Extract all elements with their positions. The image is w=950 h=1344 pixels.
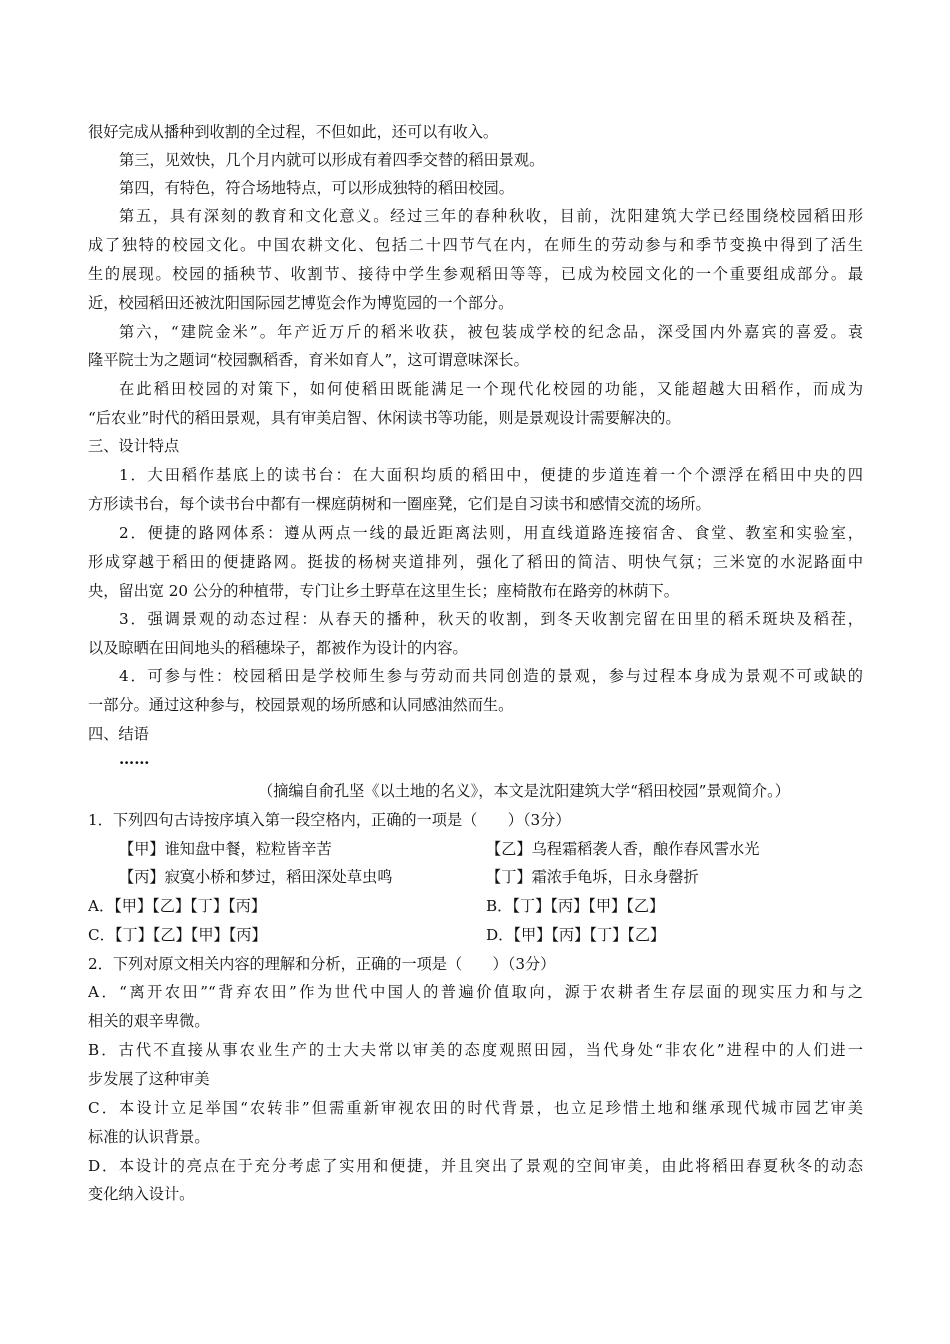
- option-a[interactable]: A．【甲】【乙】【丁】【丙】: [88, 897, 267, 915]
- paragraph-line: 生的展现。校园的插秧节、收割节、接待中学生参观稻田等等，已成为校园文化的一个重要组成部分。最: [88, 265, 863, 283]
- paragraph-line: “后农业”时代的稻田景观，具有审美启智、休闲读书等功能，则是景观设计需要解决的。: [88, 409, 681, 427]
- source-citation: （摘编自俞孔坚《以土地的名义》，本文是沈阳建筑大学“稻田校园”景观简介。）: [258, 782, 790, 800]
- option-c-line[interactable]: C．本设计立足举国“农转非”但需重新审视农田的时代背景，也立足珍惜土地和继承现代城市园艺审美: [88, 1099, 863, 1117]
- option-b-line[interactable]: B．古代不直接从事农业生产的士大夫常以审美的态度观照田园，当代身处“非农化”进程中的人们进一: [88, 1041, 863, 1059]
- option-b-line[interactable]: 步发展了这种审美: [88, 1070, 210, 1088]
- paragraph-line: 3．强调景观的动态过程：从春天的播种，秋天的收割，到冬天收割完留在田里的稻禾斑块及稻茬，: [119, 610, 863, 628]
- option-d-line[interactable]: D．本设计的亮点在于充分考虑了实用和便捷，并且突出了景观的空间审美，由此将稻田春夏秋冬的动态: [88, 1157, 863, 1175]
- poem-yi: 【乙】乌程霜稻袭人香，酿作春风霅水光: [486, 840, 760, 858]
- paragraph-line: 一部分。通过这种参与，校园景观的场所感和认同感油然而生。: [88, 696, 514, 714]
- poem-bing: 【丙】寂寞小桥和梦过，稻田深处草虫鸣: [119, 868, 393, 886]
- paragraph-line: 央，留出宽 20 公分的种植带，专门让乡土野草在这里生长；座椅散布在路旁的林荫下。: [88, 582, 679, 600]
- paragraph-line: 4．可参与性：校园稻田是学校师生参与劳动而共同创造的景观，参与过程本身成为景观不可或缺的: [119, 667, 863, 685]
- paragraph-line: 隆平院士为之题词“校园飘稻香，育米如育人”，这可谓意味深长。: [88, 351, 529, 369]
- paragraph-line: 第三，见效快，几个月内就可以形成有着四季交替的稻田景观。: [119, 151, 545, 169]
- paragraph-line: 很好完成从播种到收割的全过程，不但如此，还可以有收入。: [88, 123, 499, 141]
- option-d-line[interactable]: 变化纳入设计。: [88, 1185, 195, 1203]
- option-c-line[interactable]: 标准的认识背景。: [88, 1128, 210, 1146]
- paragraph-line: 第四，有特色，符合场地特点，可以形成独特的稻田校园。: [119, 179, 514, 197]
- paragraph-line: 近，校园稻田还被沈阳国际园艺博览会作为博览园的一个部分。: [88, 294, 514, 312]
- paragraph-line: 2．便捷的路网体系：遵从两点一线的最近距离法则，用直线道路连接宿舍、食堂、教室和实验室，: [119, 524, 863, 542]
- ellipsis: ……: [119, 750, 150, 768]
- option-c[interactable]: C．【丁】【乙】【甲】【丙】: [88, 926, 267, 944]
- poem-ding: 【丁】霜浓手龟坼，日永身罄折: [486, 868, 699, 886]
- paragraph-line: 在此稻田校园的对策下，如何使稻田既能满足一个现代化校园的功能，又能超越大田稻作，而成为: [119, 380, 863, 398]
- paragraph-line: 以及晾晒在田间地头的稻穗垛子，都被作为设计的内容。: [88, 639, 468, 657]
- option-d[interactable]: D．【甲】【丙】【丁】【乙】: [486, 926, 666, 944]
- section-heading: 四、结语: [88, 725, 149, 743]
- paragraph-line: 第六，“建院金米”。年产近万斤的稻米收获，被包装成学校的纪念品，深受国内外嘉宾的喜爱。袁: [119, 323, 863, 341]
- question-1-stem: 1．下列四句古诗按序填入第一段空格内，正确的一项是（ ）（3分）: [88, 811, 571, 829]
- paragraph-line: 形成穿越于稻田的便捷路网。挺拔的杨树夹道排列，强化了稻田的简洁、明快气氛；三米宽的水泥路面中: [88, 553, 863, 571]
- question-2-stem: 2．下列对原文相关内容的理解和分析，正确的一项是（ ）（3分）: [88, 955, 556, 973]
- paragraph-line: 第五，具有深刻的教育和文化意义。经过三年的春种秋收，目前，沈阳建筑大学已经围绕校园稻田形: [119, 207, 863, 225]
- option-b[interactable]: B．【丁】【丙】【甲】【乙】: [486, 897, 665, 915]
- option-a-line[interactable]: 相关的艰辛卑微。: [88, 1012, 210, 1030]
- paragraph-line: 方形读书台，每个读书台中都有一棵庭荫树和一圈座凳，它们是自习读书和感情交流的场所。: [88, 495, 711, 513]
- paragraph-line: 成了独特的校园文化。中国农耕文化、包括二十四节气在内，在师生的劳动参与和季节变换中得到了活生: [88, 236, 863, 254]
- section-heading: 三、设计特点: [88, 437, 180, 455]
- paragraph-line: 1．大田稻作基底上的读书台：在大面积均质的稻田中，便捷的步道连着一个个漂浮在稻田中央的四: [119, 466, 863, 484]
- poem-jia: 【甲】谁知盘中餐，粒粒皆辛苦: [119, 840, 332, 858]
- option-a-line[interactable]: A．“离开农田”“背弃农田”作为世代中国人的普遍价值取向，源于农耕者生存层面的现实压力和与之: [88, 983, 863, 1001]
